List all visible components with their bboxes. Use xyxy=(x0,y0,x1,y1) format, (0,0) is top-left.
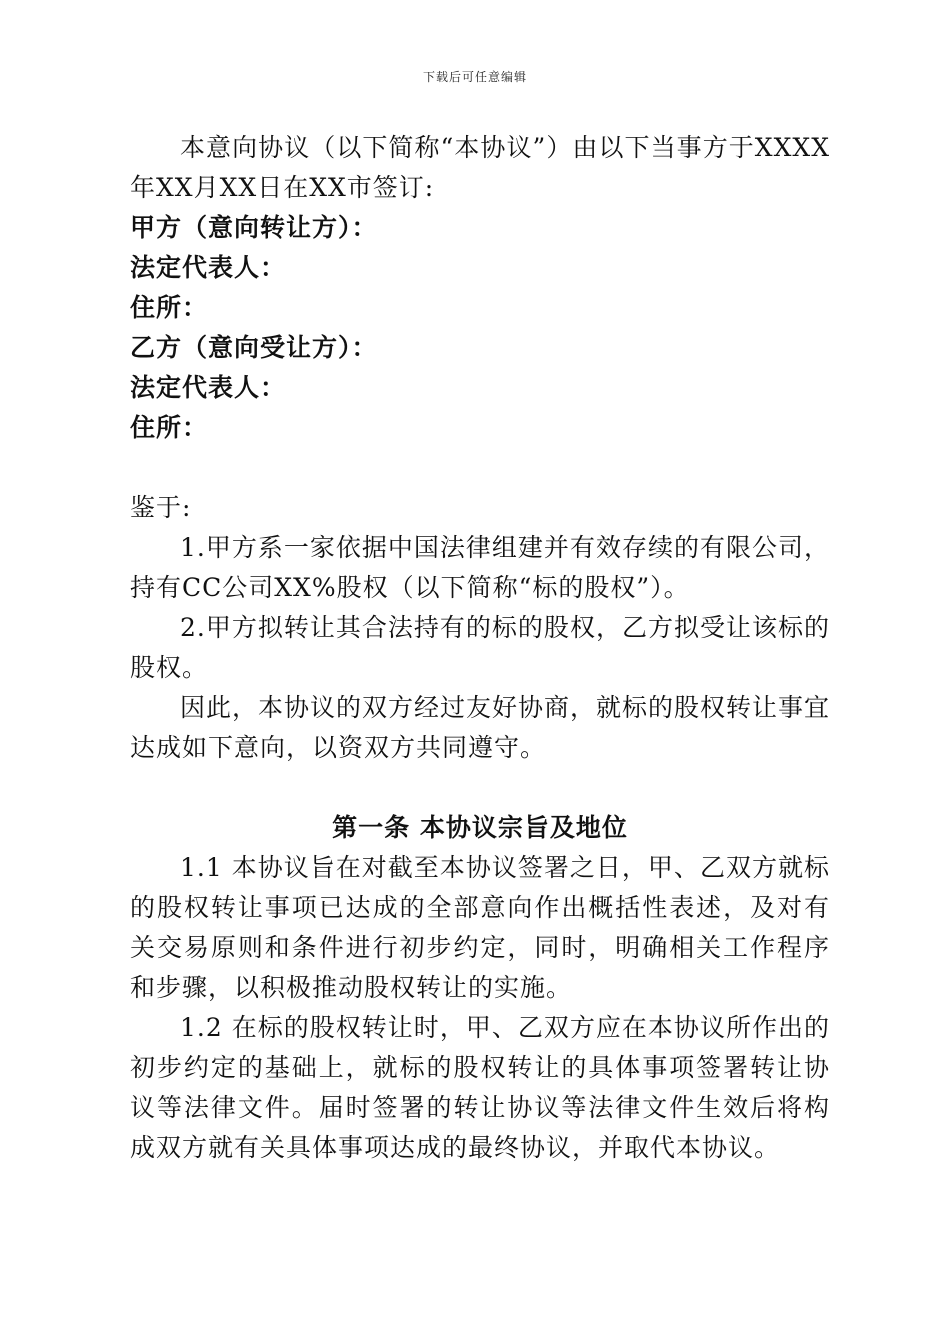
whereas-item: 1.甲方系一家依据中国法律组建并有效存续的有限公司，持有CC公司XX%股权（以下简称“标的股权”）。 xyxy=(130,533,830,602)
party-b-label: 乙方（意向受让方）： xyxy=(130,333,378,362)
spacer xyxy=(130,768,830,808)
party-a-address-label: 住所： xyxy=(130,293,209,322)
whereas-item: 2.甲方拟转让其合法持有的标的股权，乙方拟受让该标的股权。 xyxy=(130,613,830,682)
document-body xyxy=(130,128,830,1168)
whereas-heading: 鉴于: xyxy=(130,493,192,522)
party-a-representative-label: 法定代表人： xyxy=(130,253,287,282)
page-header-note: 下载后可任意编辑 xyxy=(422,70,527,84)
article-clause: 1.2 在标的股权转让时，甲、乙双方应在本协议所作出的初步约定的基础上，就标的股权转让的具体事项签署转让协议等法律文件。届时签署的转让协议等法律文件生效后将构成双方就有关具体事项达成的最终协议，并取代本协议。 xyxy=(130,1013,830,1162)
party-a-label: 甲方（意向转让方）： xyxy=(130,213,378,242)
article-clause: 1.1 本协议旨在对截至本协议签署之日，甲、乙双方就标的股权转让事项已达成的全部意向作出概括性表述，及对有关交易原则和条件进行初步约定，同时，明确相关工作程序和步骤，以积极推动股权转让的实施。 xyxy=(130,853,830,1002)
party-b-representative-label: 法定代表人： xyxy=(130,373,287,402)
spacer xyxy=(130,448,830,488)
article-title: 第一条 本协议宗旨及地位 xyxy=(332,813,628,842)
intro-paragraph: 本意向协议（以下简称“本协议”）由以下当事方于XXXX年XX月XX日在XX市签订: xyxy=(130,133,830,202)
party-b-address-label: 住所： xyxy=(130,413,209,442)
whereas-conclusion: 因此，本协议的双方经过友好协商，就标的股权转让事宜达成如下意向，以资双方共同遵守。 xyxy=(130,693,831,762)
